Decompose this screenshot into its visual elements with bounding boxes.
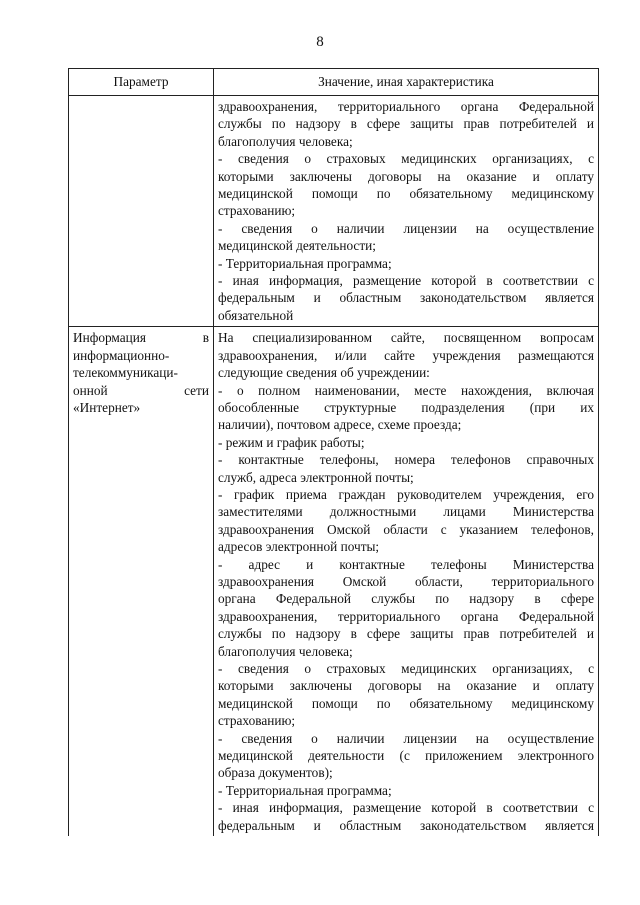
value-line: которыми заключены договоры на оказание и оплату — [218, 168, 594, 184]
value-line: - сведения о страховых медицинских организациях, с — [218, 151, 594, 167]
table-row — [69, 96, 599, 327]
parameter-line: онной сети — [73, 382, 209, 398]
parameter-cell — [69, 96, 214, 327]
value-line: - иная информация, размещение которой в соответствии с — [218, 273, 594, 289]
parameter-line: информационно- — [73, 347, 170, 363]
value-line: обязательной — [218, 307, 294, 323]
value-line: федеральным и областным законодательством является — [218, 817, 594, 833]
value-line: здравоохранения Омской области с указанием телефонов, — [218, 521, 594, 537]
header-parameter: Параметр — [69, 69, 214, 96]
parameter-line: «Интернет» — [73, 399, 141, 415]
table-row — [69, 327, 599, 836]
value-line: медицинской помощи по обязательному медицинскому — [218, 186, 594, 202]
parameter-cell — [69, 327, 214, 836]
document-table — [68, 68, 599, 836]
value-line: благополучия человека; — [218, 643, 353, 659]
value-cell — [214, 327, 599, 836]
value-line: образа документов); — [218, 765, 333, 781]
value-line: страхованию; — [218, 713, 296, 729]
value-line: На специализированном сайте, посвященном вопросам — [218, 330, 594, 346]
page-number: 8 — [316, 34, 324, 50]
value-line: службы по надзору в сфере защиты прав потребителей и — [218, 626, 594, 642]
value-line: - контактные телефоны, номера телефонов справочных — [218, 452, 594, 468]
value-line: благополучия человека; — [218, 133, 353, 149]
value-line: - о полном наименовании, месте нахождения, включая — [218, 382, 594, 398]
value-line: - режим и график работы; — [218, 434, 365, 450]
value-line: - график приема граждан руководителем учреждения, его — [218, 486, 594, 502]
value-line: которыми заключены договоры на оказание и оплату — [218, 678, 594, 694]
value-line: заместителями должностными лицами Министерства — [218, 504, 594, 520]
value-line: - Территориальная программа; — [218, 782, 392, 798]
parameter-line: Информация в — [73, 330, 209, 346]
parameter-line: телекоммуникаци- — [73, 365, 178, 381]
value-line: медицинской деятельности; — [218, 238, 376, 254]
value-line: органа Федеральной службы по надзору в сфере — [218, 591, 594, 607]
value-line: - сведения о страховых медицинских организациях, с — [218, 661, 594, 676]
table-header-row — [69, 69, 599, 96]
value-line: здравоохранения Омской области, территориального — [218, 573, 594, 589]
value-line: здравоохранения, и/или сайте учреждения размещаются — [218, 347, 594, 363]
value-line: - иная информация, размещение которой в соответствии с — [218, 800, 594, 816]
value-line: - адрес и контактные телефоны Министерства — [218, 556, 594, 572]
value-line: обособленные структурные подразделения (при их — [218, 399, 594, 415]
value-line: служб, адреса электронной почты; — [218, 469, 414, 485]
value-line: здравоохранения, территориального органа Федеральной — [218, 99, 594, 114]
value-line: наличии), почтовом адресе, схеме проезда; — [218, 417, 462, 433]
value-line: - сведения о наличии лицензии на осуществление — [218, 730, 594, 746]
value-line: - Территориальная программа; — [218, 255, 392, 271]
value-line: здравоохранения, территориального органа Федеральной — [218, 608, 594, 624]
value-line: - сведения о наличии лицензии на осуществление — [218, 220, 594, 236]
value-line: медицинской деятельности (с приложением электронного — [218, 748, 594, 764]
value-line: следующие сведения об учреждении: — [218, 365, 430, 381]
value-line: службы по надзору в сфере защиты прав потребителей и — [218, 116, 594, 132]
value-line: страхованию; — [218, 203, 296, 219]
value-line: адресов электронной почты; — [218, 539, 380, 555]
value-line: федеральным и областным законодательством является — [218, 290, 594, 306]
value-cell — [214, 96, 599, 327]
value-line: медицинской помощи по обязательному медицинскому — [218, 695, 594, 711]
header-value: Значение, иная характеристика — [214, 69, 599, 96]
